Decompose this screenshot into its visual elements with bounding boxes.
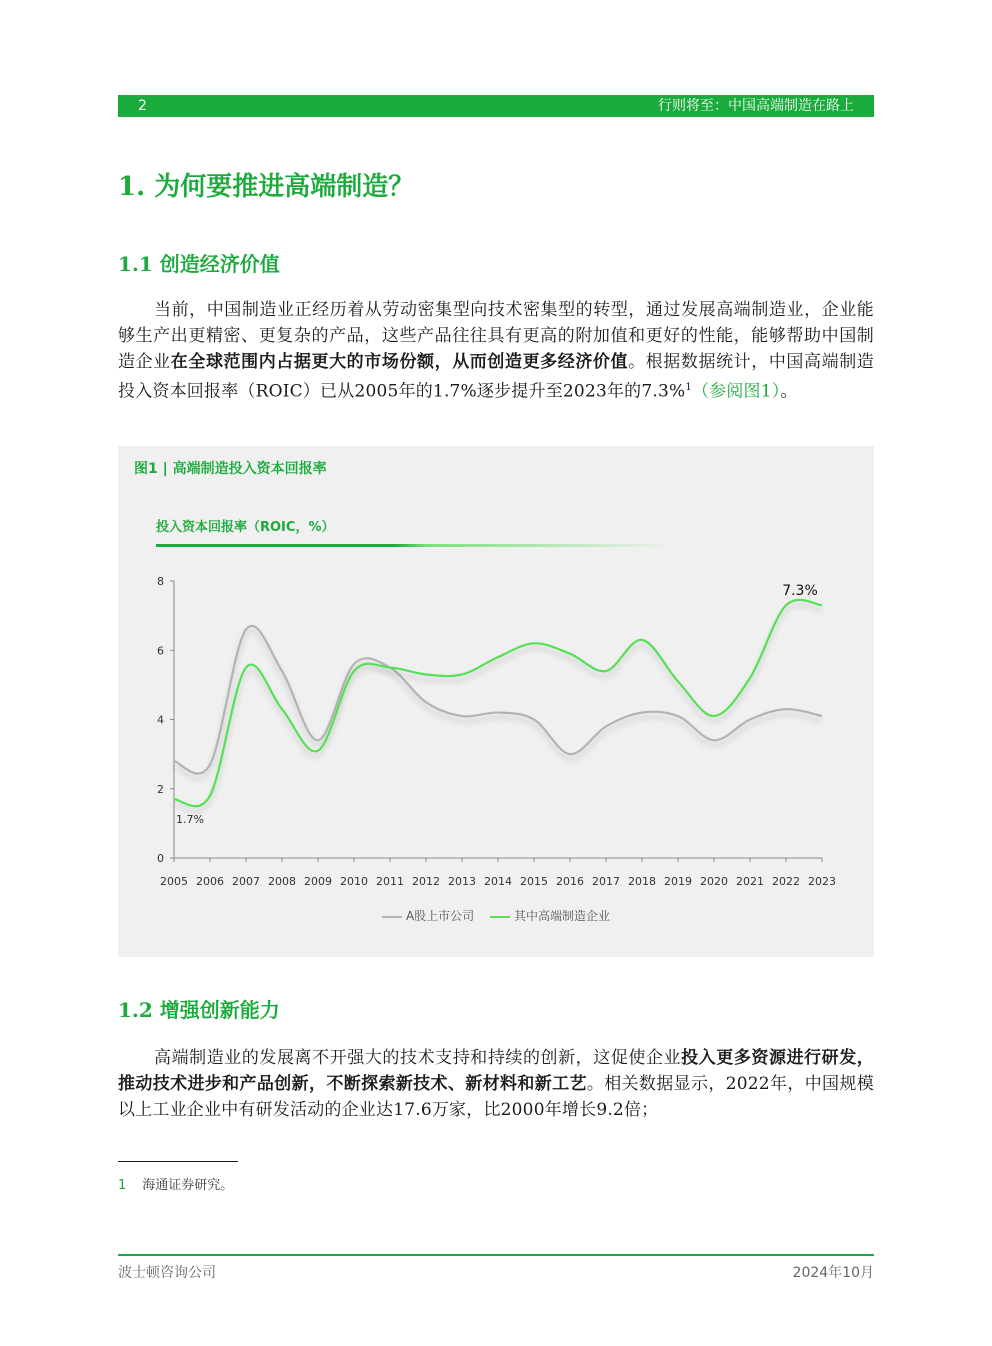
x-tick-label: 2017 — [592, 875, 620, 888]
x-tick-label: 2010 — [340, 875, 368, 888]
header-bar — [118, 95, 874, 117]
x-tick-label: 2014 — [484, 875, 512, 888]
footer-rule — [118, 1254, 874, 1256]
subsection-title-2: 1.2 增强创新能力 — [118, 998, 280, 1022]
y-tick-label: 0 — [157, 852, 164, 865]
paragraph-innovation: 高端制造业的发展离不开强大的技术支持和持续的创新，这促使企业投入更多资源进行研发，推动技术进步和产品创新，不断探索新技术、新材料和新工艺。相关数据显示，2022年，中国规模以上工业企业中有研发活动的企业达17.6万家，比2000年增长9.2倍； — [118, 1048, 875, 1120]
x-tick-label: 2022 — [772, 875, 800, 888]
legend-item-a-share: A股上市公司 — [382, 907, 474, 924]
footnote-rule — [118, 1161, 238, 1162]
legend-item-high-end: 其中高端制造企业 — [490, 907, 610, 924]
y-tick-label: 4 — [157, 713, 164, 727]
y-tick-label: 2 — [157, 782, 164, 796]
footnote: 1 海通证券研究。 — [118, 1178, 234, 1193]
page-number: 2 — [138, 98, 147, 114]
x-tick-label: 2011 — [376, 875, 404, 888]
x-tick-label: 2007 — [232, 875, 260, 888]
x-tick-label: 2006 — [196, 875, 224, 888]
x-tick-label: 2021 — [736, 875, 764, 888]
x-tick-label: 2005 — [160, 875, 188, 888]
running-title: 行则将至：中国高端制造在路上 — [658, 98, 854, 114]
x-tick-label: 2012 — [412, 875, 440, 888]
x-tick-label: 2018 — [628, 875, 656, 888]
x-tick-label: 2020 — [700, 875, 728, 888]
subsection-title-1: 1.1 创造经济价值 — [118, 252, 280, 276]
roic-line-chart — [118, 446, 874, 957]
x-tick-label: 2009 — [304, 875, 332, 888]
chart-legend — [118, 907, 874, 924]
figure-reference-link[interactable]: （参阅图1） — [691, 381, 781, 402]
figure-subtitle: 投入资本回报率（ROIC，%） — [156, 520, 335, 535]
annotation-end-value: 7.3% — [782, 583, 818, 600]
section-title: 1. 为何要推进高端制造？ — [118, 172, 415, 202]
annotation-start-value: 1.7% — [176, 813, 204, 827]
figure-1 — [118, 446, 874, 957]
figure-title: 图1 | 高端制造投入资本回报率 — [134, 461, 327, 477]
x-tick-label: 2008 — [268, 875, 296, 888]
footer-publisher: 波士顿咨询公司 — [118, 1265, 216, 1281]
x-tick-label: 2016 — [556, 875, 584, 888]
x-tick-label: 2013 — [448, 875, 476, 888]
series-line-a-share — [174, 626, 822, 774]
x-tick-label: 2023 — [808, 875, 836, 888]
paragraph-economic-value: 当前，中国制造业正经历着从劳动密集型向技术密集型的转型，通过发展高端制造业，企业能够生产出更精密、更复杂的产品，这些产品往往具有更高的附加值和更好的性能，能够帮助中国制造企业在全球范围内占据更大的市场份额，从而创造更多经济价值。根据数据统计，中国高端制造投入资本回报率（ROIC）已从2005年的1.7%逐步提升至2023年的7.3%$^1$（参阅图1）。 — [118, 300, 874, 402]
series-line-high-end — [174, 600, 822, 806]
y-tick-label: 8 — [157, 575, 164, 588]
x-tick-label: 2015 — [520, 875, 548, 888]
x-tick-label: 2019 — [664, 875, 692, 888]
y-tick-label: 6 — [157, 644, 164, 658]
legend-swatch-green — [490, 916, 510, 918]
legend-swatch-gray — [382, 916, 402, 918]
footer-date: 2024年10月 — [792, 1265, 874, 1281]
